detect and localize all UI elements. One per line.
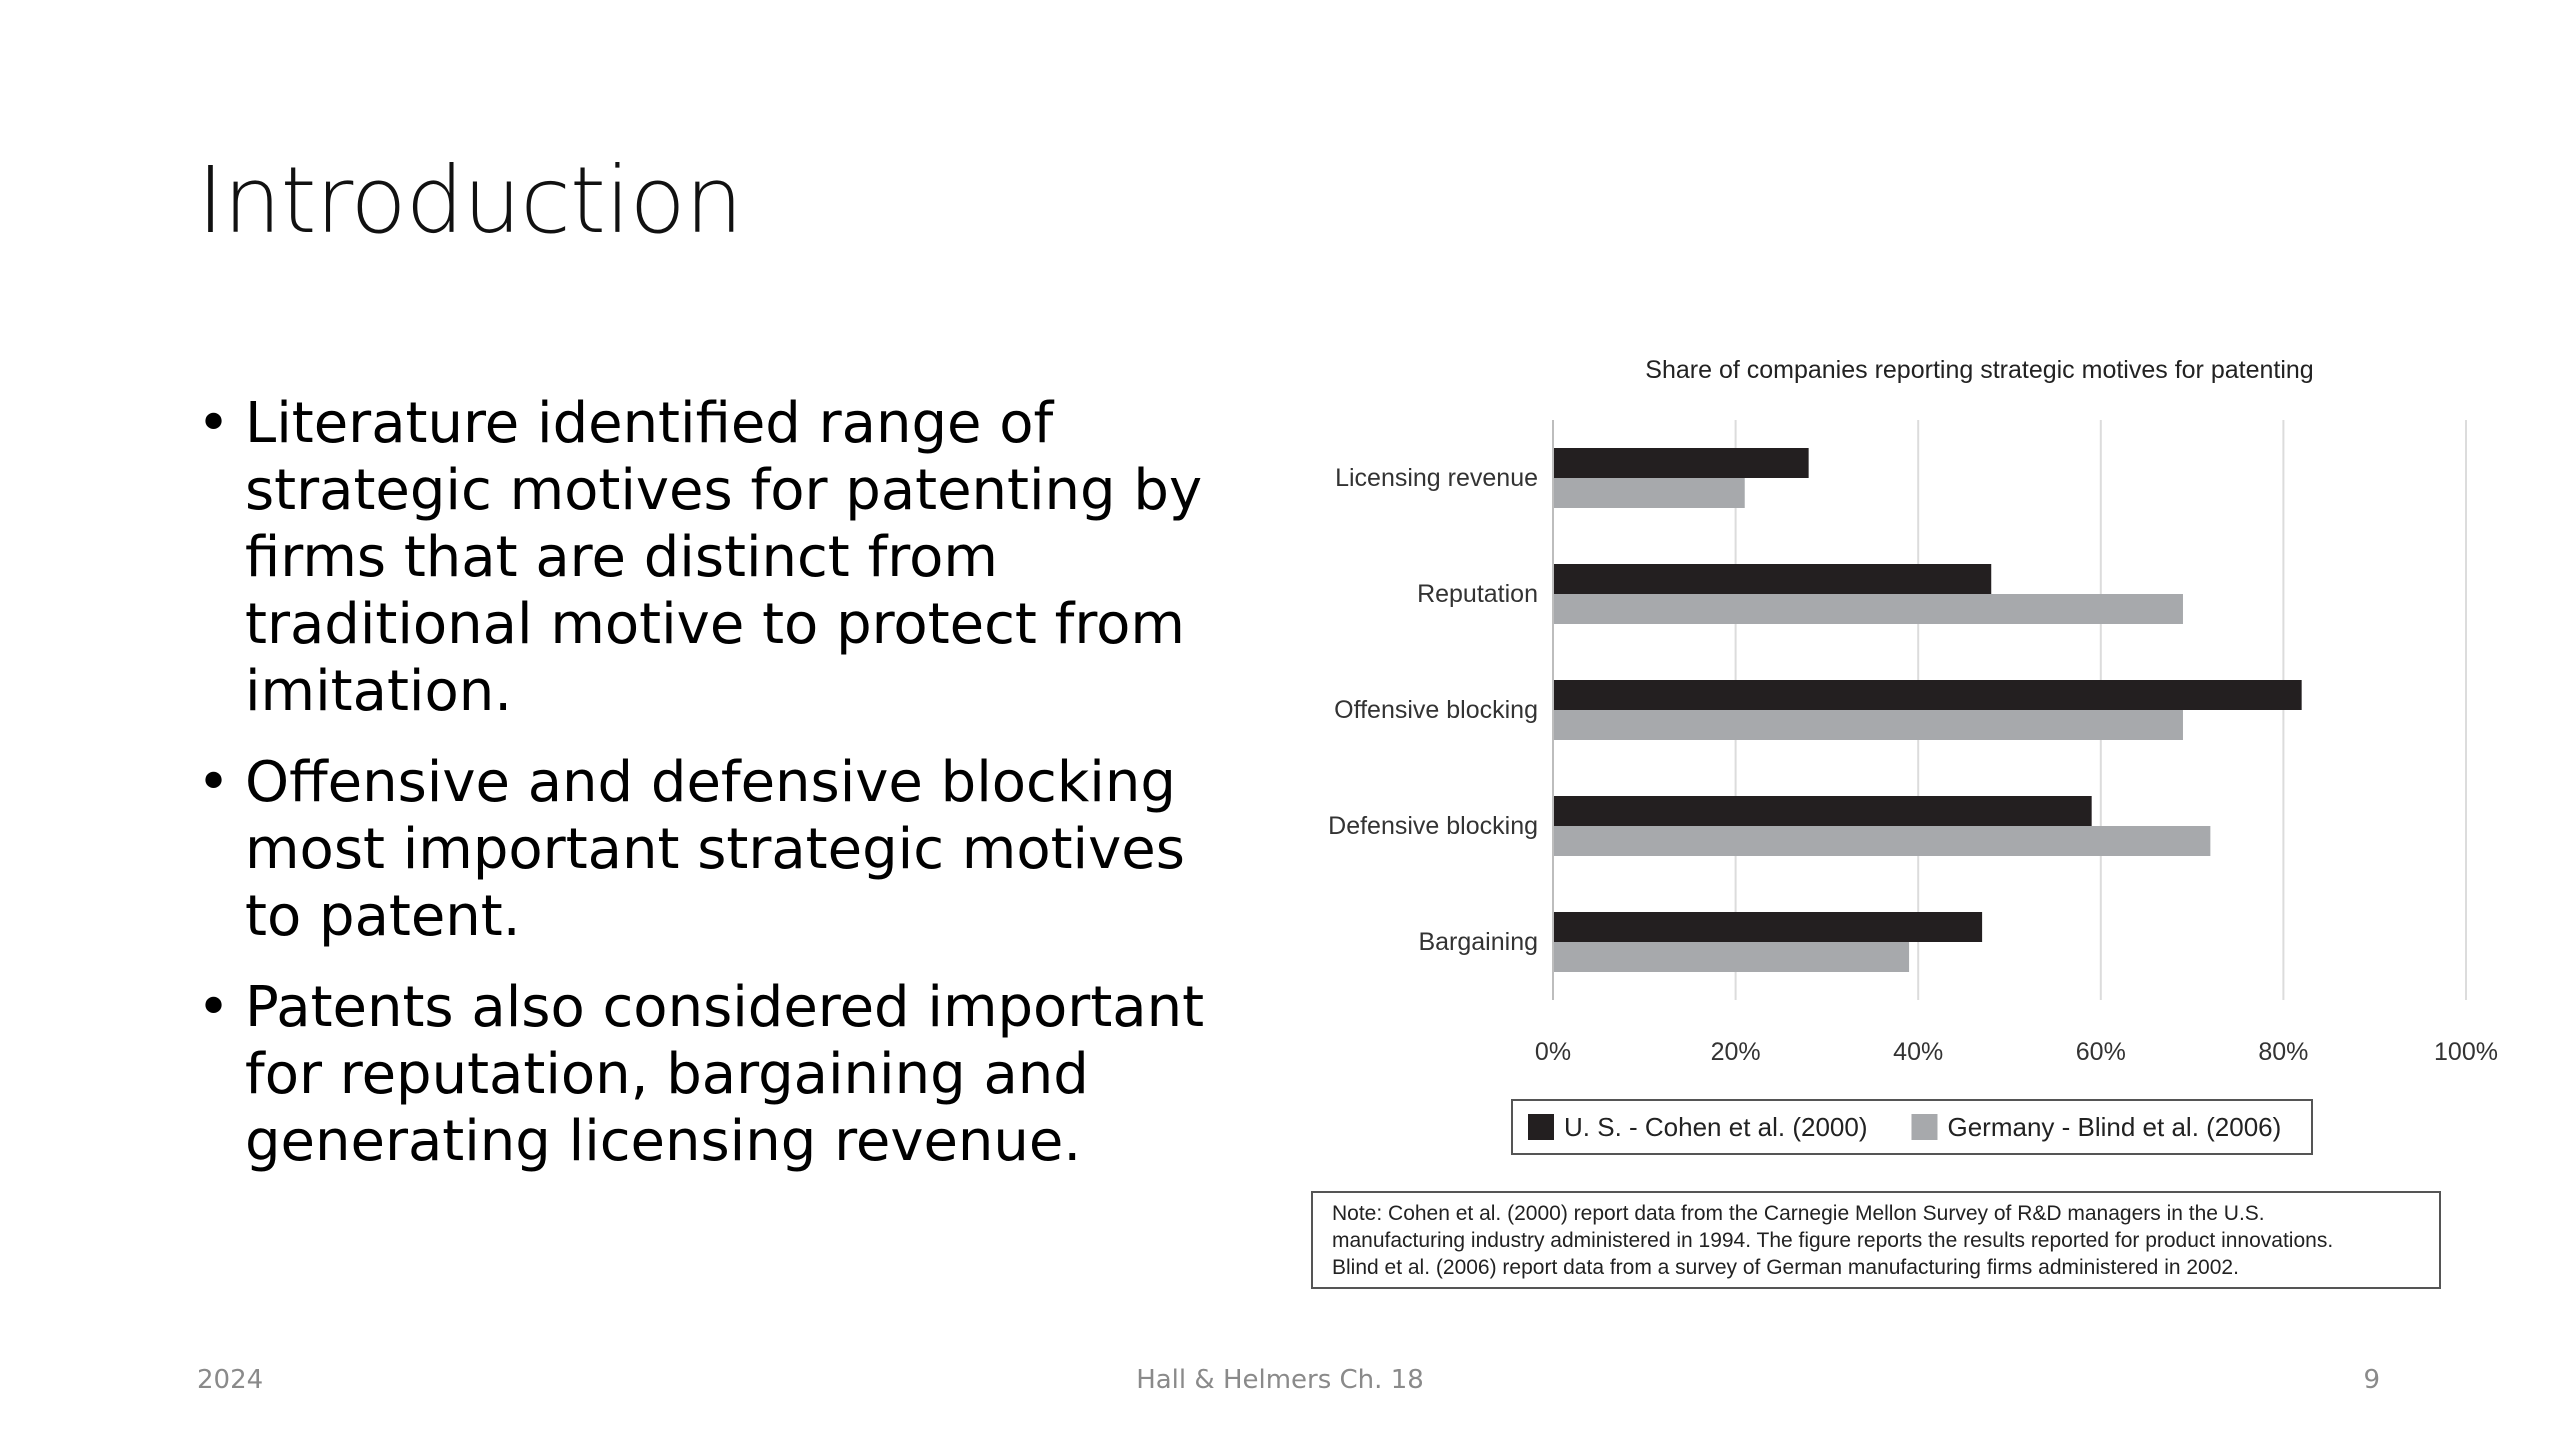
bullet-text: Literature identified range of strategic motives for patenting by firms that are distinct from traditional motive to protect from imitation. xyxy=(245,391,1203,724)
legend-label: Germany - Blind et al. (2006) xyxy=(1947,1112,2282,1142)
bar xyxy=(1554,796,2092,826)
footer-source: Hall & Helmers Ch. 18 xyxy=(1136,1365,1424,1395)
x-tick-label: 100% xyxy=(2434,1038,2498,1066)
slide-title: Introduction xyxy=(197,147,743,254)
category-label: Licensing revenue xyxy=(1335,464,1538,492)
bullet-glyph: • xyxy=(197,750,231,815)
note-line: Note: Cohen et al. (2000) report data from the Carnegie Mellon Survey of R&D managers in the U.S. xyxy=(1332,1202,2265,1225)
bullet-text: Patents also considered important for reputation, bargaining and generating licensing revenue. xyxy=(245,975,1205,1174)
legend-swatch xyxy=(1911,1114,1937,1140)
x-tick-label: 60% xyxy=(2075,1038,2126,1066)
category-label: Defensive blocking xyxy=(1328,812,1538,840)
category-label: Reputation xyxy=(1417,580,1538,608)
bar xyxy=(1554,826,2210,856)
bar xyxy=(1554,594,2183,624)
bar xyxy=(1554,912,1982,942)
x-tick-label: 0% xyxy=(1534,1038,1572,1066)
category-label: Offensive blocking xyxy=(1334,696,1538,724)
bullet-text: Offensive and defensive blocking most important strategic motives to patent. xyxy=(245,750,1185,949)
bar xyxy=(1554,478,1745,508)
bullet-item xyxy=(197,390,1207,725)
bullet-item xyxy=(197,749,1207,950)
legend-label: U. S. - Cohen et al. (2000) xyxy=(1564,1112,1868,1142)
bar xyxy=(1554,564,1991,594)
bar xyxy=(1554,680,2302,710)
x-tick-label: 20% xyxy=(1710,1038,1761,1066)
note-line: Blind et al. (2006) report data from a survey of German manufacturing firms administered in 2002. xyxy=(1332,1256,2239,1279)
x-tick-label: 40% xyxy=(1893,1038,1944,1066)
bar-chart xyxy=(1270,340,2540,1290)
bullet-glyph: • xyxy=(197,391,231,456)
footer-date: 2024 xyxy=(197,1365,264,1395)
chart-title: Share of companies reporting strategic motives for patenting xyxy=(1645,356,2314,384)
chart-container xyxy=(1270,340,2540,1290)
note-line: manufacturing industry administered in 1994. The figure reports the results reported for product innovations. xyxy=(1332,1229,2334,1252)
bar xyxy=(1554,942,1909,972)
page-number: 9 xyxy=(2363,1365,2380,1395)
bar xyxy=(1554,448,1809,478)
category-label: Bargaining xyxy=(1418,928,1538,956)
bullet-list xyxy=(197,390,1207,1199)
x-tick-label: 80% xyxy=(2258,1038,2309,1066)
bar xyxy=(1554,710,2183,740)
bullet-glyph: • xyxy=(197,975,231,1040)
bullet-item xyxy=(197,974,1207,1175)
legend-swatch xyxy=(1528,1114,1554,1140)
